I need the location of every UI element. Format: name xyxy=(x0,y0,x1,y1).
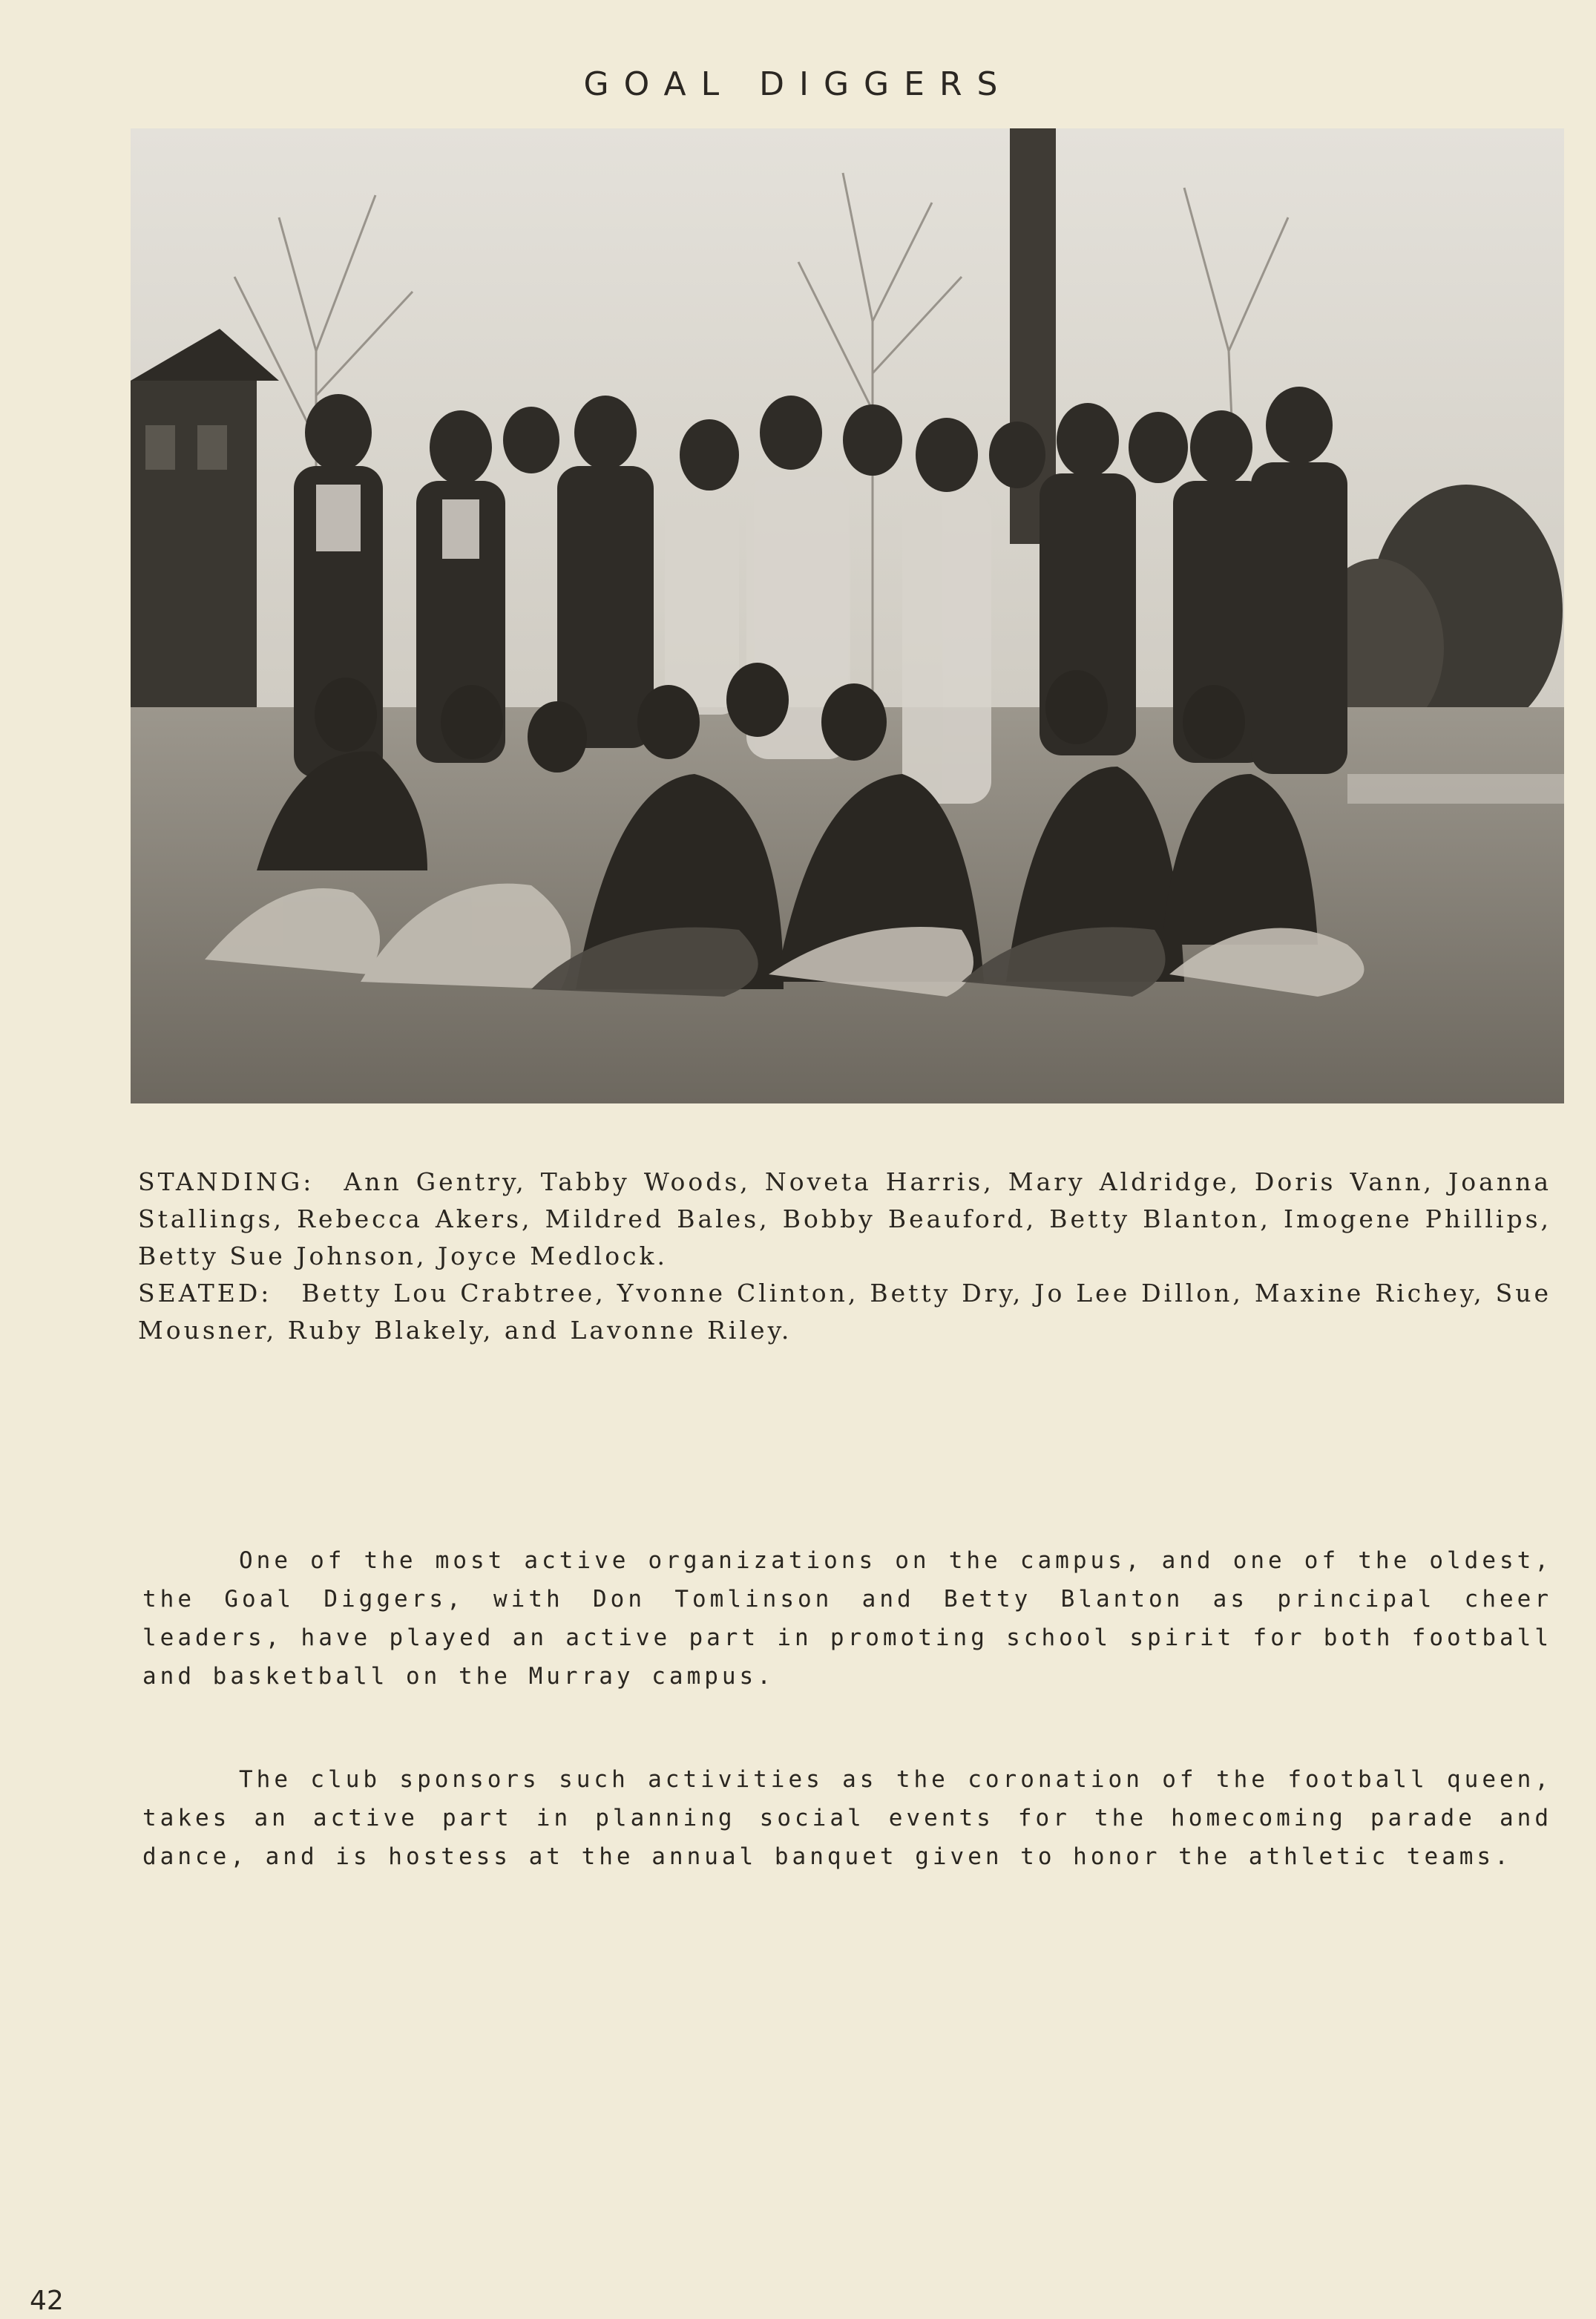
body-paragraph-1: One of the most active organizations on the campus, and one of the oldest, the Goal Diggers, with Don Tomlinson and Betty Blanton as principal cheer leaders, have played an active part in promoting school spirit for both football and basketball on the Murray campus. xyxy=(142,1547,1552,1690)
seated-caption xyxy=(138,1275,1551,1349)
standing-caption xyxy=(138,1164,1551,1275)
photo-caption xyxy=(138,1164,1551,1349)
standing-names: Ann Gentry, Tabby Woods, Noveta Harris, Mary Aldridge, Doris Vann, Joanna Stallings, Rebecca Akers, Mildred Bales, Bobby Beauford, Betty Blanton, Imogene Phillips, Betty Sue Johnson, Joyce Medlock. xyxy=(138,1167,1551,1270)
body-paragraph-2: The club sponsors such activities as the coronation of the football queen, takes an active part in planning social events for the homecoming parade and dance, and is hostess at the annual banquet given to honor the athletic teams. xyxy=(142,1766,1552,1870)
page-title: GOAL DIGGERS xyxy=(583,65,1013,103)
group-photo xyxy=(131,128,1564,1103)
seated-names: Betty Lou Crabtree, Yvonne Clinton, Betty Dry, Jo Lee Dillon, Maxine Richey, Sue Mousner, Ruby Blakely, and Lavonne Riley. xyxy=(138,1279,1551,1345)
page-number: 42 xyxy=(30,2286,64,2316)
seated-label: SEATED: xyxy=(138,1279,272,1308)
standing-label: STANDING: xyxy=(138,1167,315,1196)
